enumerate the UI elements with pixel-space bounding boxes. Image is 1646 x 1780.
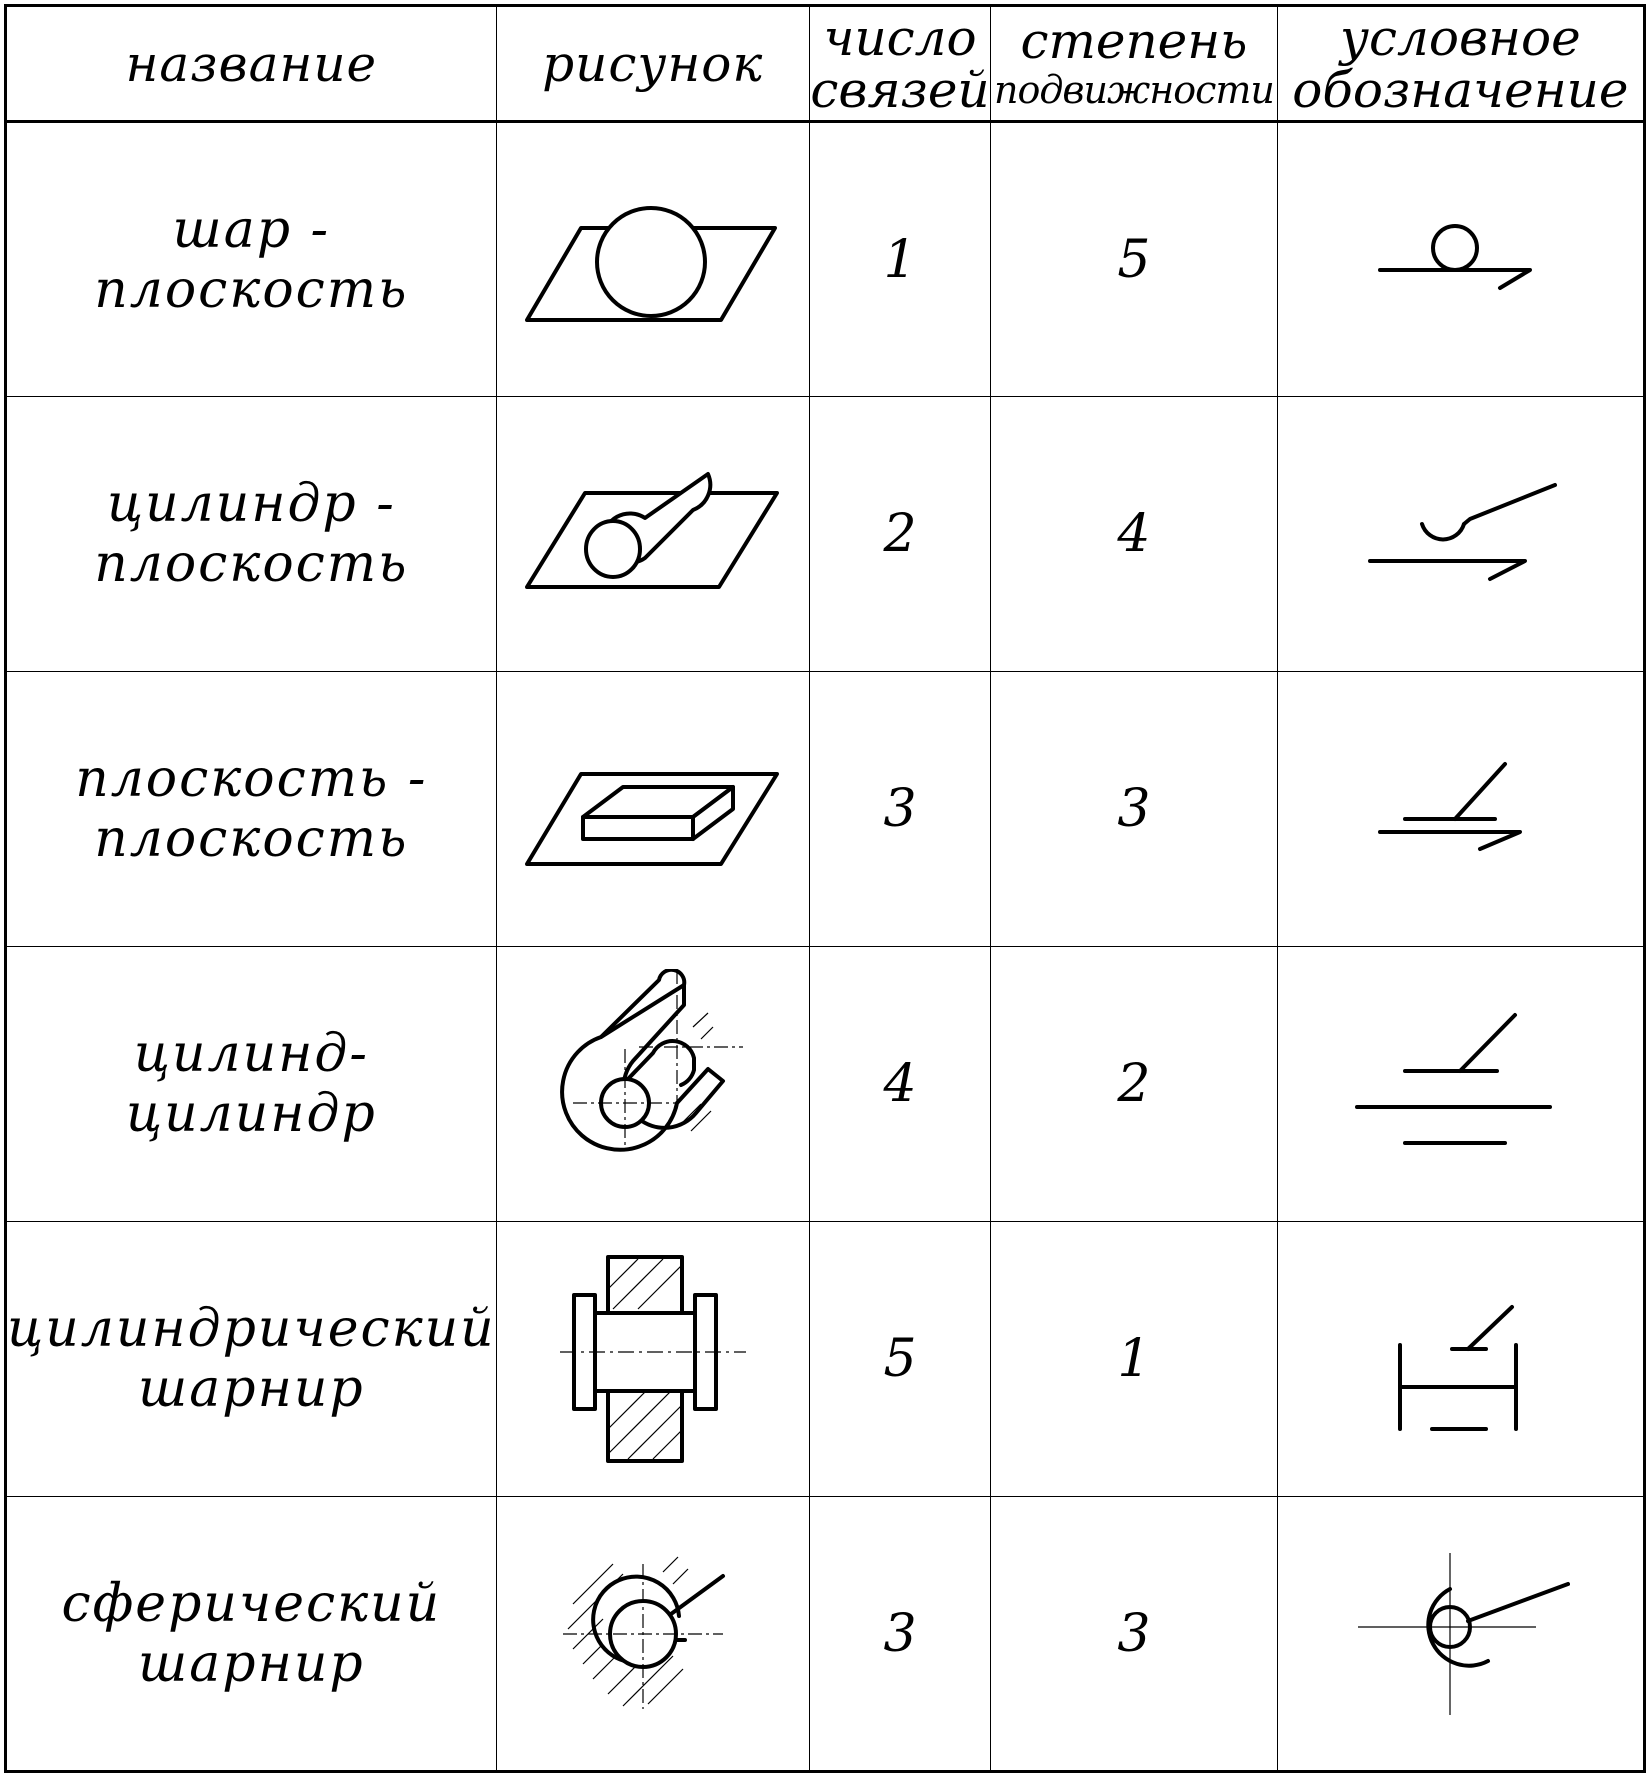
pair-name-line1: плоскость - (75, 749, 428, 809)
header-drawing (496, 6, 809, 122)
table-row (6, 397, 1645, 672)
header-symbol-line2: обозначение (1292, 60, 1629, 119)
spherical-hinge-symbol-icon (1350, 1549, 1570, 1719)
pair-name-line1: цилиндр - (106, 474, 396, 534)
symbol-cell (1277, 1497, 1644, 1772)
pair-name-cell (6, 122, 497, 397)
pair-name-line2: шарнир (138, 1359, 365, 1419)
drawing-cell (496, 672, 809, 947)
constraints-cell (809, 672, 990, 947)
constraints-cell (809, 122, 990, 397)
constraints-value: 1 (883, 229, 917, 290)
ball-plane-symbol-icon (1370, 220, 1550, 300)
mobility-cell (991, 122, 1278, 397)
ball-on-plane-icon (523, 190, 783, 330)
drawing-cell (496, 122, 809, 397)
pair-name-line2: шарнир (138, 1633, 365, 1694)
constraints-value: 2 (883, 504, 917, 564)
drawing-cell (496, 1222, 809, 1497)
mobility-value: 5 (1117, 229, 1151, 290)
spherical-hinge-icon (553, 1554, 753, 1714)
pair-name-line1: цилинд- (133, 1024, 369, 1084)
plane-on-plane-icon (523, 749, 783, 869)
mobility-cell (991, 1222, 1278, 1497)
mobility-cell (991, 397, 1278, 672)
drawing-cell (496, 947, 809, 1222)
header-mobility (991, 6, 1278, 122)
pair-name-cell (6, 672, 497, 947)
constraints-value: 4 (883, 1054, 917, 1114)
constraints-cell (809, 1497, 990, 1772)
mobility-value: 4 (1117, 504, 1151, 564)
table-row (6, 672, 1645, 947)
constraints-value: 5 (883, 1329, 917, 1389)
pair-name-line2: плоскость (94, 259, 409, 320)
mobility-cell (991, 947, 1278, 1222)
plane-plane-symbol-icon (1370, 754, 1550, 864)
table-row (6, 1497, 1645, 1772)
table-row (6, 122, 1645, 397)
table-row (6, 947, 1645, 1222)
symbol-cell (1277, 122, 1644, 397)
header-mobility-line1: степень (1020, 11, 1248, 70)
pair-name-cell (6, 397, 497, 672)
constraints-value: 3 (883, 1603, 917, 1664)
kinematic-pairs-table (4, 4, 1646, 1773)
mobility-value: 2 (1117, 1054, 1151, 1114)
pair-name-line1: сферический (61, 1573, 442, 1634)
header-constraints (809, 6, 990, 122)
constraints-cell (809, 1222, 990, 1497)
cylindrical-hinge-icon (558, 1249, 748, 1469)
header-name (6, 6, 497, 122)
cylinder-in-cylinder-icon (533, 969, 773, 1199)
mobility-value: 3 (1117, 779, 1151, 839)
pair-name-line1: шар - (172, 199, 331, 260)
cylindrical-hinge-symbol-icon (1380, 1279, 1540, 1439)
cylinder-cylinder-symbol-icon (1345, 1009, 1575, 1159)
header-constraints-line1: число (823, 8, 977, 67)
symbol-cell (1277, 397, 1644, 672)
header-symbol-line1: условное (1340, 8, 1581, 67)
symbol-cell (1277, 672, 1644, 947)
symbol-cell (1277, 1222, 1644, 1497)
mobility-value: 1 (1117, 1329, 1151, 1389)
cylinder-on-plane-icon (523, 469, 783, 599)
pair-name-cell (6, 1222, 497, 1497)
pair-name-line2: плоскость (94, 534, 409, 594)
header-row (6, 6, 1645, 122)
drawing-cell (496, 397, 809, 672)
pair-name-cell (6, 1497, 497, 1772)
pair-name-line2: плоскость (94, 809, 409, 869)
header-mobility-line2: подвижности (993, 67, 1274, 112)
mobility-cell (991, 1497, 1278, 1772)
pair-name-line1: цилиндрический (7, 1299, 496, 1359)
mobility-cell (991, 672, 1278, 947)
header-symbol (1277, 6, 1644, 122)
mobility-value: 3 (1117, 1603, 1151, 1664)
constraints-value: 3 (883, 779, 917, 839)
drawing-cell (496, 1497, 809, 1772)
constraints-cell (809, 947, 990, 1222)
cylinder-plane-symbol-icon (1360, 479, 1560, 589)
header-constraints-line2: связей (810, 60, 990, 119)
symbol-cell (1277, 947, 1644, 1222)
constraints-cell (809, 397, 990, 672)
table-row (6, 1222, 1645, 1497)
header-name-label: название (125, 34, 378, 93)
pair-name-cell (6, 947, 497, 1222)
pair-name-line2: цилиндр (125, 1084, 377, 1144)
header-drawing-label: рисунок (542, 34, 764, 93)
